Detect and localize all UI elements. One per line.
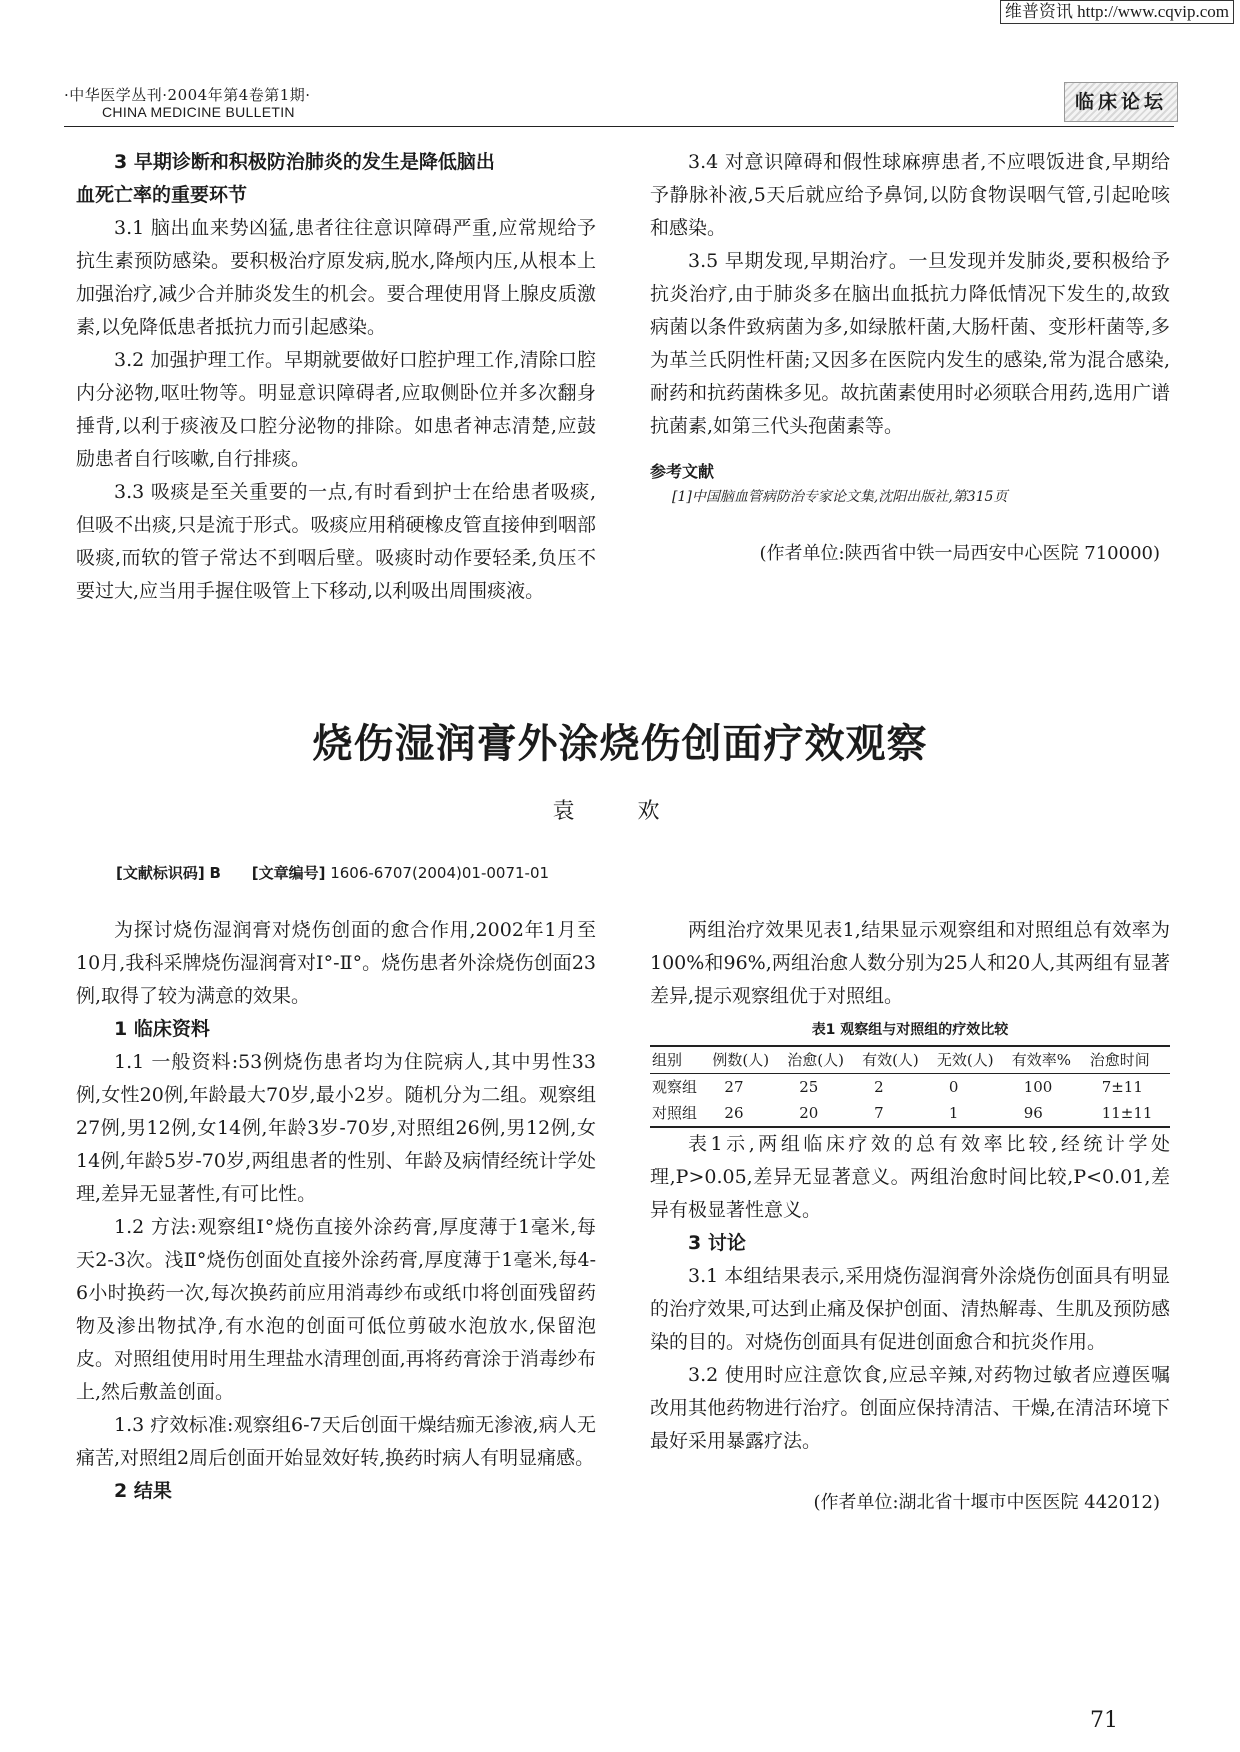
author-affiliation: (作者单位:湖北省十堰市中医医院 442012) [813, 1492, 1160, 1513]
article-no-label: [文章编号] [251, 864, 326, 882]
article-right-column [650, 914, 1170, 1518]
author-affiliation: (作者单位:陕西省中铁一局西安中心医院 710000) [759, 543, 1160, 564]
table-cell: 2 [874, 1078, 884, 1096]
reference-item: [1]中国脑血管病防治专家论文集,沈阳出版社,第315页 [672, 489, 1008, 505]
table-cell: 0 [948, 1078, 959, 1096]
intro-paragraph: 为探讨烧伤湿润膏对烧伤创面的愈合作用,2002年1月至10月,我科采牌烧伤湿润膏对Ⅰ°-Ⅱ°。烧伤患者外涂烧伤创面23例,取得了较为满意的效果。 [76, 919, 596, 1007]
journal-name-en: CHINA MEDICINE BULLETIN [102, 104, 295, 120]
article-left-column [76, 914, 596, 1508]
paragraph: 3.5 早期发现,早期治疗。一旦发现并发肺炎,要积极给予抗炎治疗,由于肺炎多在脑出血抵抗力降低情况下发生的,故致病菌以条件致病菌为多,如绿脓杆菌,大肠杆菌、变形杆菌等,多为革兰氏阴性杆菌;又因多在医院内发生的感染,常为混合感染,耐药和抗药菌株多见。故抗菌素使用时必须联合用药,选用广谱抗菌素,如第三代头孢菌素等。 [650, 250, 1170, 437]
section-heading: 3 讨论 [688, 1232, 746, 1254]
results-table [650, 1045, 1170, 1128]
table-header-cell: 有效(人) [860, 1046, 935, 1074]
paragraph: 1.2 方法:观察组Ⅰ°烧伤直接外涂药膏,厚度薄于1毫米,每天2-3次。浅Ⅱ°烧伤创面处直接外涂药膏,厚度薄于1毫米,每4-6小时换药一次,每次换药前应用消毒纱布或纸巾将创面残留药物及渗出物拭净,有水泡的创面可低位剪破水泡放水,保留泡皮。对照组使用时用生理盐水清理创面,再将药膏涂于消毒纱布上,然后敷盖创面。 [76, 1216, 596, 1403]
table-cell: 7 [860, 1100, 935, 1127]
paragraph: 3.2 使用时应注意饮食,应忌辛辣,对药物过敏者应遵医嘱改用其他药物进行治疗。创面应保持清洁、干燥,在清洁环境下最好采用暴露疗法。 [650, 1364, 1170, 1452]
table-header-cell: 有效率% [1010, 1046, 1088, 1074]
paragraph: 1.1 一般资料:53例烧伤患者均为住院病人,其中男性33例,女性20例,年龄最大70岁,最小2岁。随机分为二组。观察组27例,男12例,女14例,年龄3岁-70岁,对照组26例,男12例,女14例,年龄5岁-70岁,两组患者的性别、年龄及病情经统计学处理,差异无显著性,有可比性。 [76, 1051, 596, 1205]
paragraph: 3.2 加强护理工作。早期就要做好口腔护理工作,清除口腔内分泌物,呕吐物等。明显意识障碍者,应取侧卧位并多次翻身捶背,以利于痰液及口腔分泌物的排除。如患者神志清楚,应鼓励患者自行咳嗽,自行排痰。 [76, 349, 596, 470]
section-heading: 3 早期诊断和积极防治肺炎的发生是降低脑出 [114, 151, 495, 173]
prev-article-right-column [650, 146, 1170, 569]
paragraph: 两组治疗效果见表1,结果显示观察组和对照组总有效率为100%和96%,两组治愈人数分别为25人和20人,其两组有显著差异,提示观察组优于对照组。 [650, 919, 1170, 1007]
table-row [650, 1100, 1170, 1127]
section-heading: 1 临床资料 [114, 1018, 210, 1040]
table-cell: 观察组 [652, 1078, 698, 1096]
table-cell: 100 [1023, 1078, 1053, 1096]
prev-article-left-column [76, 146, 596, 608]
paragraph: 3.3 吸痰是至关重要的一点,有时看到护士在给患者吸痰,但吸不出痰,只是流于形式。吸痰应用稍硬橡皮管直接伸到咽部吸痰,而软的管子常达不到咽后壁。吸痰时动作要轻柔,负压不要过大,应当用手握住吸管上下移动,以利吸出周围痰液。 [76, 481, 596, 602]
table-cell: 96 [1010, 1100, 1088, 1127]
journal-name-cn: ·中华医学丛刊·2004年第4卷第1期· [64, 86, 311, 104]
table-cell: 1 [935, 1100, 1010, 1127]
table-cell: 对照组 [650, 1100, 710, 1127]
section-heading: 2 结果 [114, 1480, 172, 1502]
paragraph: 3.4 对意识障碍和假性球麻痹患者,不应喂饭进食,早期给予静脉补液,5天后就应给予鼻饲,以防食物误咽气管,引起呛咳和感染。 [650, 151, 1170, 239]
table-header-cell: 组别 [650, 1046, 710, 1074]
doc-id-label: [文献标识码] [116, 864, 205, 882]
table-cell: 11±11 [1088, 1100, 1170, 1127]
doc-id-value: B [209, 864, 221, 882]
paragraph: 3.1 脑出血来势凶猛,患者往往意识障碍严重,应常规给予抗生素预防感染。要积极治疗原发病,脱水,降颅内压,从根本上加强治疗,减少合并肺炎发生的机会。要合理使用肾上腺皮质激素,以免降低患者抵抗力而引起感染。 [76, 217, 596, 338]
column-tag: 临床论坛 [1064, 82, 1178, 122]
table-header-row [650, 1046, 1170, 1074]
article-title: 烧伤湿润膏外涂烧伤创面疗效观察 [312, 720, 928, 767]
table-header-cell: 治愈(人) [785, 1046, 860, 1074]
table-header-cell: 治愈时间 [1088, 1046, 1170, 1074]
paragraph: 表1示,两组临床疗效的总有效率比较,经统计学处理,P>0.05,差异无显著意义。两组治愈时间比较,P<0.01,差异有极显著性意义。 [650, 1133, 1170, 1221]
references-heading: 参考文献 [650, 462, 715, 481]
table-header-cell: 例数(人) [710, 1046, 785, 1074]
document-metadata [116, 862, 601, 883]
site-watermark: 维普资讯 http://www.cqvip.com [1000, 0, 1234, 24]
table-cell: 27 [724, 1078, 744, 1096]
paragraph: 3.1 本组结果表示,采用烧伤湿润膏外涂烧伤创面具有明显的治疗效果,可达到止痛及保护创面、清热解毒、生肌及预防感染的目的。对烧伤创面具有促进创面愈合和抗炎作用。 [650, 1265, 1170, 1353]
page-number: 71 [1090, 1708, 1118, 1733]
table-cell: 26 [710, 1100, 785, 1127]
section-heading-cont: 血死亡率的重要环节 [76, 184, 248, 206]
header-divider [64, 126, 1174, 127]
article-no-value: 1606-6707(2004)01-0071-01 [330, 864, 550, 882]
table-header-cell: 无效(人) [935, 1046, 1010, 1074]
article-author: 袁 欢 [552, 799, 688, 824]
table-cell: 7±11 [1101, 1078, 1143, 1096]
table-cell: 20 [785, 1100, 860, 1127]
table-row [650, 1074, 1170, 1101]
table-caption: 表1 观察组与对照组的疗效比较 [811, 1022, 1009, 1038]
paragraph: 1.3 疗效标准:观察组6-7天后创面干燥结痂无渗液,病人无痛苦,对照组2周后创面开始显效好转,换药时病人有明显痛感。 [76, 1414, 596, 1469]
table-cell: 25 [799, 1078, 819, 1096]
